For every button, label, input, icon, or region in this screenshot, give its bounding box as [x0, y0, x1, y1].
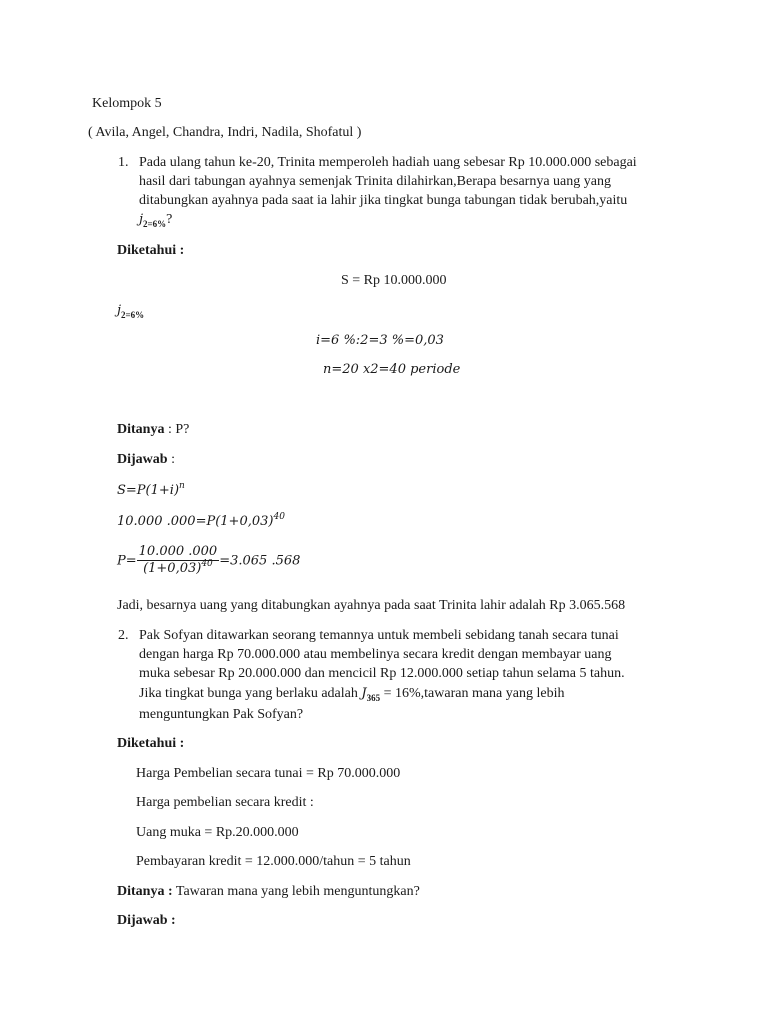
q2-rate-symbol: J	[361, 686, 367, 701]
q2-rate-subscript: 365	[366, 693, 381, 703]
q2-known-item-2: Harga pembelian secara kredit :	[136, 795, 314, 810]
formula-result-lhs: P=	[117, 553, 137, 569]
formula-compound-lhs: S=P	[117, 483, 146, 498]
q2-known-item-1: Harga Pembelian secara tunai = Rp 70.000.000	[136, 766, 401, 781]
formula-compound-exp: n	[179, 481, 185, 491]
fraction-denominator-base: (1+0,03)	[143, 561, 202, 576]
q2-asked	[117, 883, 420, 901]
fraction-denominator-exp: 40	[201, 559, 213, 569]
q2-answer-label: Dijawab :	[117, 913, 176, 928]
formula-substitution-exp: 40	[273, 512, 285, 522]
q1-number: 1.	[118, 155, 129, 170]
formula-compound-body: (1+i)	[145, 483, 180, 498]
q1-answer-label: Dijawab	[117, 452, 168, 467]
q1-line-2: hasil dari tabungan ayahnya semenjak Trinita dilahirkan,Berapa besarnya uang yang	[139, 174, 611, 189]
group-title: Kelompok 5	[92, 96, 162, 111]
group-members: ( Avila, Angel, Chandra, Indri, Nadila, Shofatul )	[88, 125, 362, 140]
q1-known-label: Diketahui :	[117, 243, 185, 258]
formula-result-fraction	[137, 544, 220, 578]
q2-known-label: Diketahui :	[117, 736, 185, 751]
formula-substitution	[117, 513, 285, 532]
q1-answer-colon: :	[167, 452, 175, 467]
q1-rate-question	[139, 211, 172, 229]
fraction-denominator	[137, 561, 220, 578]
q2-line-4-pre: Jika tingkat bunga yang berlaku adalah	[139, 686, 362, 701]
q1-line-1: Pada ulang tahun ke-20, Trinita memperoleh hadiah uang sebesar Rp 10.000.000 sebagai	[139, 155, 637, 170]
q2-line-4-post: = 16%,tawaran mana yang lebih	[380, 686, 565, 701]
q2-line-1: Pak Sofyan ditawarkan seorang temannya untuk membeli sebidang tanah secara tunai	[139, 628, 619, 643]
q1-conclusion: Jadi, besarnya uang yang ditabungkan ayahnya pada saat Trinita lahir adalah Rp 3.065.568	[117, 598, 626, 613]
formula-result	[117, 544, 300, 578]
q1-line-3: ditabungkan ayahnya pada saat ia lahir jika tingkat bunga tabungan tidak berubah,yaitu	[139, 193, 628, 208]
q2-line-5: menguntungkan Pak Sofyan?	[139, 707, 304, 722]
q2-line-2: dengan harga Rp 70.000.000 atau membelinya secara kredit dengan membayar uang	[139, 647, 612, 662]
q1-rate-known	[117, 302, 144, 320]
rate-subscript-known: 2=6%	[121, 310, 145, 320]
q2-number: 2.	[118, 628, 129, 643]
q1-answer	[117, 451, 175, 469]
rate-symbol-known: j	[117, 303, 122, 318]
q1-s-value: S = Rp 10.000.000	[341, 273, 447, 288]
q2-asked-label: Ditanya :	[117, 884, 173, 899]
rate-subscript: 2=6%	[143, 219, 167, 229]
q2-line-4	[139, 685, 564, 703]
q1-asked-text: : P?	[164, 422, 190, 437]
q1-i-equation: i=6 %:2=3 %=0,03	[316, 333, 444, 348]
q2-line-3: muka sebesar Rp 20.000.000 dan mencicil Rp 12.000.000 setiap tahun selama 5 tahun.	[139, 666, 625, 681]
formula-result-rhs: =3.065 .568	[219, 553, 301, 569]
q1-asked	[117, 421, 189, 439]
q1-asked-label: Ditanya	[117, 422, 165, 437]
formula-substitution-body: (1+0,03)	[215, 514, 274, 529]
rate-symbol: j	[139, 212, 144, 227]
fraction-numerator: 10.000 .000	[138, 544, 218, 559]
q1-n-equation: n=20 x2=40 periode	[323, 362, 461, 377]
q2-asked-text: Tawaran mana yang lebih menguntungkan?	[172, 884, 420, 899]
q2-known-item-3: Uang muka = Rp.20.000.000	[136, 825, 299, 840]
formula-substitution-lhs: 10.000 .000=P	[117, 514, 216, 529]
formula-compound	[117, 482, 185, 501]
rate-question-mark: ?	[166, 212, 173, 227]
q2-known-item-4: Pembayaran kredit = 12.000.000/tahun = 5 tahun	[136, 854, 411, 869]
